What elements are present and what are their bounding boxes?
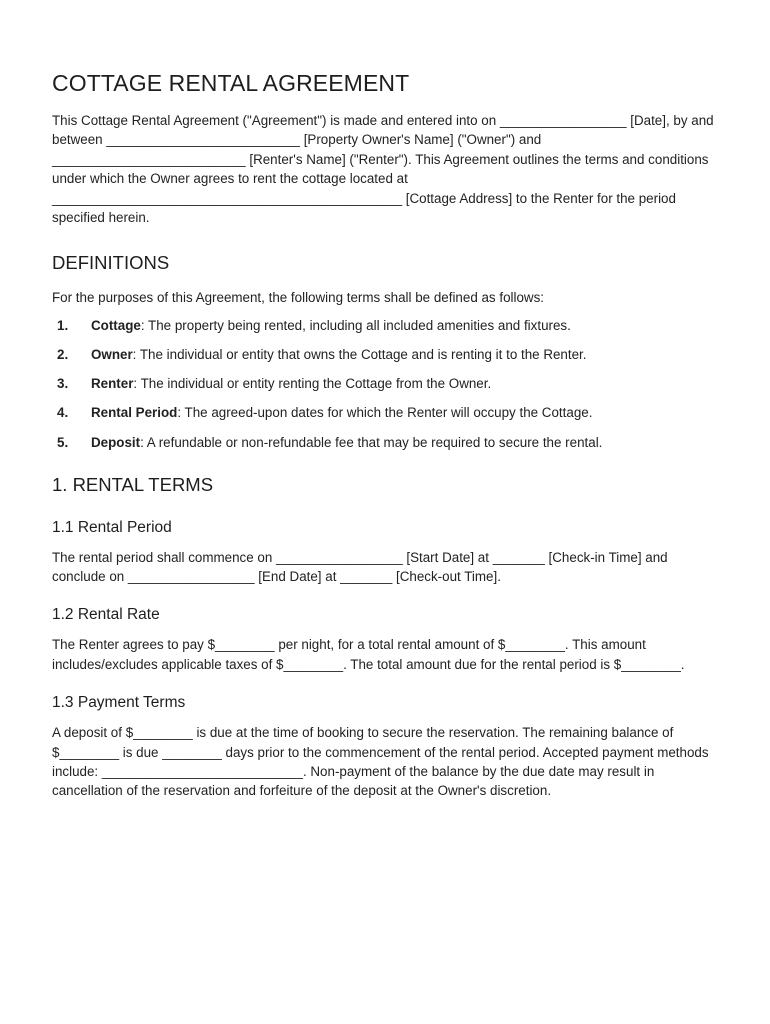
definition-term: Cottage (91, 317, 141, 333)
definition-text: : The individual or entity that owns the Cottage and is renting it to the Renter. (132, 347, 587, 363)
definition-text: : A refundable or non-refundable fee that may be required to secure the rental. (140, 434, 603, 450)
definitions-heading: DEFINITIONS (52, 252, 170, 274)
document-page (52, 70, 722, 801)
definition-item (52, 316, 722, 335)
definition-item (52, 403, 722, 422)
definition-number: 4. (57, 405, 69, 421)
definition-term: Deposit (91, 434, 141, 450)
document-title: COTTAGE RENTAL AGREEMENT (52, 70, 410, 96)
rental-period-text: The rental period shall commence on _________________ [Start Date] at _______ [Check-in Time] and conclude on _________________ [End Date] at _______ [Check-out Time]. (52, 549, 668, 584)
definition-number: 3. (57, 376, 69, 392)
definition-term: Owner (91, 347, 133, 363)
definition-number: 5. (57, 434, 69, 450)
definition-body (91, 345, 587, 364)
definitions-lead: For the purposes of this Agreement, the following terms shall be defined as follows: (52, 290, 544, 306)
definition-item (52, 374, 722, 393)
definition-term: Renter (91, 376, 134, 392)
definition-text: : The property being rented, including all included amenities and fixtures. (140, 317, 571, 333)
definition-term: Rental Period (91, 405, 178, 421)
definition-number: 1. (57, 317, 69, 333)
rental-rate-heading: 1.2 Rental Rate (52, 606, 160, 624)
definition-body (91, 316, 571, 335)
definition-body (91, 374, 491, 393)
definition-text: : The individual or entity renting the Cottage from the Owner. (133, 376, 492, 392)
definitions-list (52, 316, 722, 452)
definition-number: 2. (57, 347, 69, 363)
definition-text: : The agreed-upon dates for which the Renter will occupy the Cottage. (177, 405, 593, 421)
intro-paragraph: This Cottage Rental Agreement ("Agreement") is made and entered into on _________________ [Date], by and between __________________________ [Property Owner's Name] ("Owner") and __________________________ [Renter's Name] ("Renter"). This Agreement outlines the terms and conditions under which the Owner agrees to rent the cottage located at _______________________________________________ [Cottage Address] to the Renter for the period specified herein. (52, 113, 714, 226)
definition-item (52, 345, 722, 364)
definition-body (91, 433, 602, 452)
payment-terms-text: A deposit of $________ is due at the time of booking to secure the reservation. The remaining balance of $________ is due ________ days prior to the commencement of the rental period. Accepted payment methods include: ___________________________. Non-payment of the balance by the due date may result in cancellation of the reservation and forfeiture of the deposit at the Owner's discretion. (52, 725, 709, 799)
payment-terms-heading: 1.3 Payment Terms (52, 694, 186, 712)
rental-rate-text: The Renter agrees to pay $________ per night, for a total rental amount of $________. This amount includes/excludes applicable taxes of $________. The total amount due for the rental period is $________. (52, 637, 685, 672)
definition-item (52, 433, 722, 452)
definition-body (91, 403, 592, 422)
rental-period-heading: 1.1 Rental Period (52, 518, 172, 536)
rental-terms-heading: 1. RENTAL TERMS (52, 473, 214, 495)
